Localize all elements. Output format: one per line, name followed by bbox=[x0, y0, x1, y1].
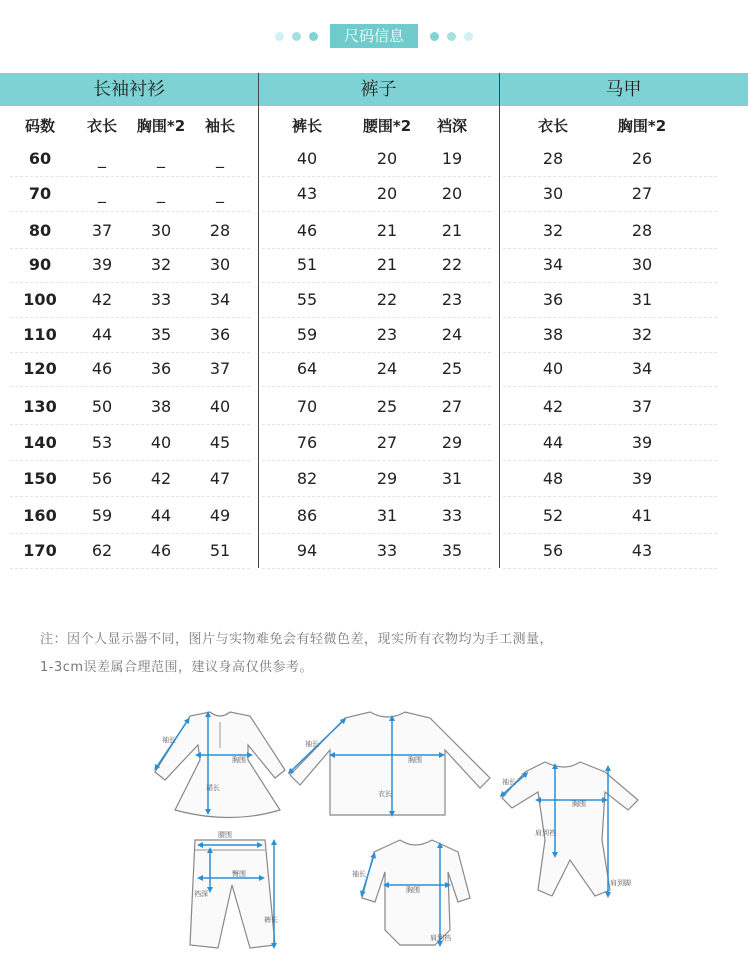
size-code-cell: 80 bbox=[28, 221, 52, 240]
table-cell: 44 bbox=[542, 433, 564, 452]
row-divider bbox=[262, 568, 491, 569]
table-cell: 43 bbox=[296, 184, 318, 203]
table-cell: 31 bbox=[631, 290, 653, 309]
measurement-diagram bbox=[140, 700, 650, 955]
table-cell: 53 bbox=[91, 433, 113, 452]
diagram-label: 胸围 bbox=[572, 800, 586, 808]
row-divider bbox=[262, 386, 491, 387]
table-cell: 28 bbox=[631, 221, 653, 240]
romper-icon bbox=[502, 762, 638, 896]
table-cell: 40 bbox=[209, 397, 231, 416]
table-cell: 46 bbox=[296, 221, 318, 240]
column-header: 袖长 bbox=[204, 117, 236, 135]
table-cell: 34 bbox=[631, 359, 653, 378]
row-divider bbox=[262, 176, 491, 177]
column-header: 衣长 bbox=[86, 117, 118, 135]
table-cell: 94 bbox=[296, 541, 318, 560]
title-dots-right bbox=[430, 32, 473, 41]
table-cell: _ bbox=[157, 149, 165, 168]
size-code-cell: 120 bbox=[23, 359, 57, 378]
column-header: 衣长 bbox=[537, 117, 569, 135]
row-divider bbox=[10, 533, 250, 534]
table-cell: 33 bbox=[441, 506, 463, 525]
table-cell: 30 bbox=[150, 221, 172, 240]
table-cell: 20 bbox=[376, 184, 398, 203]
column-header: 胸围*2 bbox=[617, 117, 667, 135]
table-cell: 46 bbox=[150, 541, 172, 560]
table-cell: 48 bbox=[542, 469, 564, 488]
row-divider bbox=[10, 460, 250, 461]
table-cell: 29 bbox=[441, 433, 463, 452]
table-cell: 40 bbox=[542, 359, 564, 378]
size-code-cell: 140 bbox=[23, 433, 57, 452]
table-cell: _ bbox=[216, 149, 224, 168]
table-cell: 40 bbox=[150, 433, 172, 452]
row-divider bbox=[503, 460, 717, 461]
table-cell: 56 bbox=[542, 541, 564, 560]
row-divider bbox=[503, 352, 717, 353]
diagram-label: 肩到裆 bbox=[430, 934, 451, 942]
table-cell: 42 bbox=[542, 397, 564, 416]
table-cell: 50 bbox=[91, 397, 113, 416]
table-cell: 41 bbox=[631, 506, 653, 525]
table-cell: 70 bbox=[296, 397, 318, 416]
table-cell: 23 bbox=[441, 290, 463, 309]
table-cell: 42 bbox=[150, 469, 172, 488]
group-title-shirt: 长袖衬衫 bbox=[93, 79, 165, 100]
table-cell: 39 bbox=[631, 433, 653, 452]
title-bar bbox=[0, 22, 748, 50]
diagram-label: 裆深 bbox=[194, 890, 208, 898]
table-cell: 47 bbox=[209, 469, 231, 488]
table-cell: 43 bbox=[631, 541, 653, 560]
row-divider bbox=[503, 496, 717, 497]
table-cell: 21 bbox=[376, 255, 398, 274]
column-header: 腰围*2 bbox=[362, 117, 412, 135]
table-cell: 32 bbox=[150, 255, 172, 274]
table-cell: 76 bbox=[296, 433, 318, 452]
row-divider bbox=[10, 211, 250, 212]
table-cell: 28 bbox=[209, 221, 231, 240]
diagram-label: 袖长 bbox=[352, 870, 366, 878]
table-cell: 38 bbox=[150, 397, 172, 416]
table-cell: 37 bbox=[631, 397, 653, 416]
table-cell: 49 bbox=[209, 506, 231, 525]
table-cell: 30 bbox=[542, 184, 564, 203]
table-cell: 31 bbox=[441, 469, 463, 488]
row-divider bbox=[503, 568, 717, 569]
row-divider bbox=[503, 248, 717, 249]
diagram-label: 肩到裆 bbox=[535, 829, 556, 837]
table-cell: 30 bbox=[209, 255, 231, 274]
row-divider bbox=[262, 211, 491, 212]
row-divider bbox=[10, 496, 250, 497]
size-code-cell: 110 bbox=[23, 325, 57, 344]
diagram-label: 胸围 bbox=[406, 886, 420, 894]
table-cell: 36 bbox=[542, 290, 564, 309]
table-cell: 86 bbox=[296, 506, 318, 525]
row-divider bbox=[503, 211, 717, 212]
table-cell: 22 bbox=[376, 290, 398, 309]
table-cell: 56 bbox=[91, 469, 113, 488]
row-divider bbox=[10, 317, 250, 318]
row-divider bbox=[10, 248, 250, 249]
table-cell: 82 bbox=[296, 469, 318, 488]
table-cell: 59 bbox=[296, 325, 318, 344]
table-cell: 51 bbox=[296, 255, 318, 274]
table-cell: 38 bbox=[542, 325, 564, 344]
group-title-vest: 马甲 bbox=[605, 79, 642, 100]
group-divider bbox=[258, 73, 259, 568]
title-dots-left bbox=[275, 32, 318, 41]
table-cell: 24 bbox=[376, 359, 398, 378]
table-cell: 24 bbox=[441, 325, 463, 344]
dress-icon bbox=[155, 712, 285, 818]
diagram-label: 肩到脚 bbox=[610, 879, 631, 887]
table-cell: 35 bbox=[150, 325, 172, 344]
column-header: 裤长 bbox=[291, 117, 323, 135]
table-cell: 39 bbox=[631, 469, 653, 488]
row-divider bbox=[503, 533, 717, 534]
table-cell: 59 bbox=[91, 506, 113, 525]
table-cell: 55 bbox=[296, 290, 318, 309]
table-cell: 37 bbox=[209, 359, 231, 378]
note-line-1: 注：因个人显示器不同，图片与实物难免会有轻微色差，现实所有衣物均为手工测量， bbox=[40, 632, 554, 647]
table-cell: 33 bbox=[150, 290, 172, 309]
table-cell: 32 bbox=[542, 221, 564, 240]
table-cell: 21 bbox=[441, 221, 463, 240]
size-code-cell: 90 bbox=[28, 255, 52, 274]
size-code-cell: 70 bbox=[28, 184, 52, 203]
diagram-label: 袖长 bbox=[305, 740, 319, 748]
table-cell: 22 bbox=[441, 255, 463, 274]
row-divider bbox=[262, 317, 491, 318]
size-code-cell: 60 bbox=[28, 149, 52, 168]
row-divider bbox=[262, 282, 491, 283]
table-cell: 31 bbox=[376, 506, 398, 525]
column-header: 胸围*2 bbox=[136, 117, 186, 135]
row-divider bbox=[503, 386, 717, 387]
diagram-label: 胸围 bbox=[232, 756, 246, 764]
table-cell: 45 bbox=[209, 433, 231, 452]
diagram-label: 腰围 bbox=[218, 831, 232, 839]
table-cell: 51 bbox=[209, 541, 231, 560]
row-divider bbox=[262, 533, 491, 534]
table-cell: 20 bbox=[441, 184, 463, 203]
group-title-pants: 裤子 bbox=[360, 79, 397, 100]
diagram-label: 胸围 bbox=[408, 756, 422, 764]
table-cell: 39 bbox=[91, 255, 113, 274]
table-cell: _ bbox=[157, 184, 165, 203]
table-cell: 27 bbox=[631, 184, 653, 203]
row-divider bbox=[10, 176, 250, 177]
table-cell: 44 bbox=[150, 506, 172, 525]
size-code-cell: 160 bbox=[23, 506, 57, 525]
table-cell: 20 bbox=[376, 149, 398, 168]
group-divider bbox=[499, 73, 500, 568]
table-cell: _ bbox=[98, 149, 106, 168]
diagram-label: 裤长 bbox=[264, 916, 278, 924]
column-header: 裆深 bbox=[436, 117, 468, 135]
diagram-label: 袖长 bbox=[162, 736, 176, 744]
table-cell: _ bbox=[98, 184, 106, 203]
table-cell: 19 bbox=[441, 149, 463, 168]
table-cell: 34 bbox=[209, 290, 231, 309]
row-divider bbox=[10, 424, 250, 425]
table-cell: 64 bbox=[296, 359, 318, 378]
diagram-label: 袖长 bbox=[502, 778, 516, 786]
table-cell: 44 bbox=[91, 325, 113, 344]
diagram-label: 臀围 bbox=[232, 870, 246, 878]
table-cell: 21 bbox=[376, 221, 398, 240]
row-divider bbox=[262, 496, 491, 497]
diagram-label: 裙长 bbox=[206, 784, 220, 792]
table-cell: 25 bbox=[441, 359, 463, 378]
table-cell: 36 bbox=[209, 325, 231, 344]
table-cell: 35 bbox=[441, 541, 463, 560]
size-code-cell: 130 bbox=[23, 397, 57, 416]
note-line-2: 1-3cm误差属合理范围，建议身高仅供参考。 bbox=[40, 660, 314, 675]
table-cell: 27 bbox=[376, 433, 398, 452]
table-cell: 23 bbox=[376, 325, 398, 344]
row-divider bbox=[10, 352, 250, 353]
row-divider bbox=[262, 248, 491, 249]
row-divider bbox=[10, 568, 250, 569]
table-cell: 33 bbox=[376, 541, 398, 560]
column-header: 码数 bbox=[24, 117, 56, 135]
table-cell: 29 bbox=[376, 469, 398, 488]
table-cell: 42 bbox=[91, 290, 113, 309]
row-divider bbox=[262, 352, 491, 353]
row-divider bbox=[503, 282, 717, 283]
table-cell: 30 bbox=[631, 255, 653, 274]
shirt-icon bbox=[290, 712, 490, 815]
page-title: 尺码信息 bbox=[330, 24, 418, 48]
table-cell: 27 bbox=[441, 397, 463, 416]
size-code-cell: 170 bbox=[23, 541, 57, 560]
table-cell: 46 bbox=[91, 359, 113, 378]
table-cell: 26 bbox=[631, 149, 653, 168]
row-divider bbox=[503, 317, 717, 318]
table-cell: 25 bbox=[376, 397, 398, 416]
diagram-label: 衣长 bbox=[378, 790, 392, 798]
row-divider bbox=[503, 424, 717, 425]
table-cell: 32 bbox=[631, 325, 653, 344]
row-divider bbox=[262, 460, 491, 461]
row-divider bbox=[503, 176, 717, 177]
table-cell: 34 bbox=[542, 255, 564, 274]
size-code-cell: 100 bbox=[23, 290, 57, 309]
table-cell: 62 bbox=[91, 541, 113, 560]
table-cell: 28 bbox=[542, 149, 564, 168]
table-cell: 37 bbox=[91, 221, 113, 240]
table-cell: 36 bbox=[150, 359, 172, 378]
table-cell: 40 bbox=[296, 149, 318, 168]
row-divider bbox=[10, 386, 250, 387]
row-divider bbox=[10, 282, 250, 283]
table-cell: 52 bbox=[542, 506, 564, 525]
table-cell: _ bbox=[216, 184, 224, 203]
row-divider bbox=[262, 424, 491, 425]
size-code-cell: 150 bbox=[23, 469, 57, 488]
